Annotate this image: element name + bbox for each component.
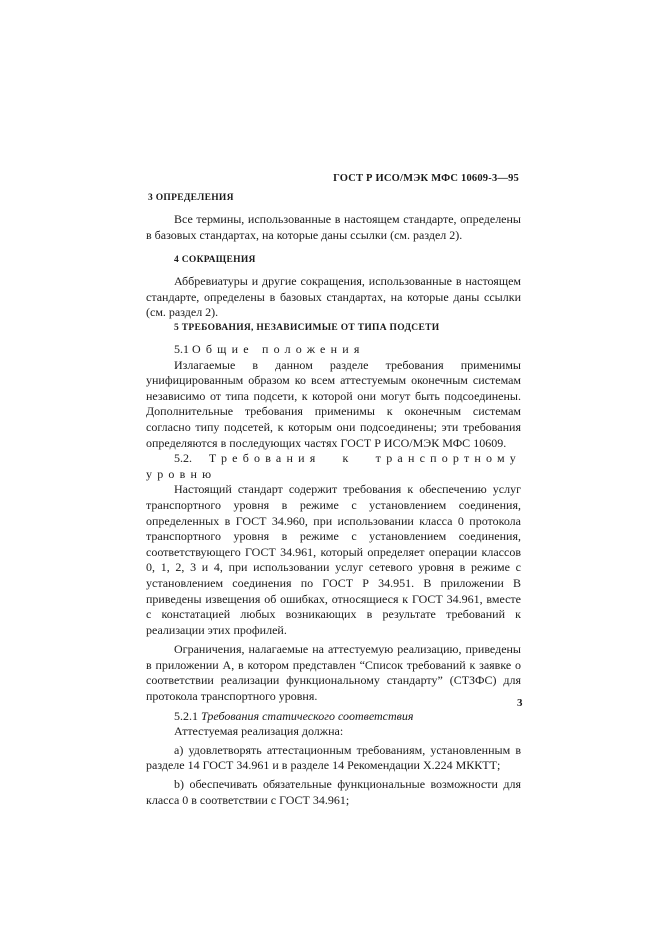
section-3-title: 3 ОПРЕДЕЛЕНИЯ [148, 193, 234, 203]
section-5-title: 5 ТРЕБОВАНИЯ, НЕЗАВИСИМЫЕ ОТ ТИПА ПОДСЕТИ [174, 323, 440, 333]
section-3 [146, 193, 521, 243]
subsection-5-1-title: Общие положения [192, 342, 365, 356]
section-4-text: Аббревиатуры и другие сокращения, использованные в настоящем стандарте, определены в базовых стандартах, на которые даны ссылки (см. раздел 2). [146, 274, 521, 320]
subsection-5-1-heading [146, 342, 521, 358]
subsection-5-2-text-2: Ограничения, налагаемые на аттестуемую реализацию, приведены в приложении А, в котором представлен “Список требований к заявке о соответствии реализации функциональному стандарту” (СТЗФС) для протокола транспортного уровня. [146, 642, 521, 704]
subsection-5-2-heading [146, 451, 521, 482]
section-4 [146, 255, 521, 321]
subsection-5-1-text: Излагаемые в данном разделе требования применимы унифицированным образом ко всем аттестуемым оконечным системам независимо от типа подсети, к которой они могут быть подсоединены. Дополнительные требования применимы к оконечным системам согласно типу подсетей, к которым они подсоединены; эти требования определяются в последующих частях ГОСТ Р ИСО/МЭК МФС 10609. [146, 357, 521, 450]
section-3-text: Все термины, использованные в настоящем стандарте, определены в базовых стандартах, на которые даны ссылки (см. раздел 2). [146, 212, 521, 242]
subsection-5-2-number: 5.2. [174, 451, 192, 466]
subsection-5-2-1-heading [146, 709, 521, 725]
section-4-title: 4 СОКРАЩЕНИЯ [174, 255, 256, 265]
subsection-5-2-1-lead: Аттестуемая реализация должна: [174, 724, 344, 739]
list-item-b: b) обеспечивать обязательные функциональные возможности для класса 0 в соответствии с ГОСТ 34.961; [146, 777, 521, 807]
subsection-5-2-1-number: 5.2.1 [174, 708, 198, 723]
section-5 [146, 323, 521, 808]
list-item-a: a) удовлетворять аттестационным требованиям, установленным в разделе 14 ГОСТ 34.961 и в разделе 14 Рекомендации X.224 МККТТ; [146, 742, 521, 773]
subsection-5-2-1-title: Требования статического соответствия [201, 708, 414, 723]
subsection-5-2-title: Требования к транспортному уровню [146, 451, 522, 481]
subsection-5-1-number: 5.1 [174, 342, 189, 356]
document-header: ГОСТ Р ИСО/МЭК МФС 10609-3—95 [333, 173, 519, 184]
subsection-5-2-text: Настоящий стандарт содержит требования к обеспечению услуг транспортного уровня в режиме с установлением соединения, определенных в ГОСТ 34.960, при использовании класса 0 протокола транспортного уровня в режиме с установлением соединения, соответствующего ГОСТ 34.961, который определяет операции классов 0, 1, 2, 3 и 4, при использовании услуг сетевого уровня в режиме с установлением соединения по ГОСТ Р 34.951. В приложении В приведены извещения об ошибках, относящиеся к ГОСТ 34.961, вместе с констатацией любых возникающих в результате требований к реализации этих профилей. [146, 482, 521, 637]
page-number: 3 [517, 697, 523, 709]
